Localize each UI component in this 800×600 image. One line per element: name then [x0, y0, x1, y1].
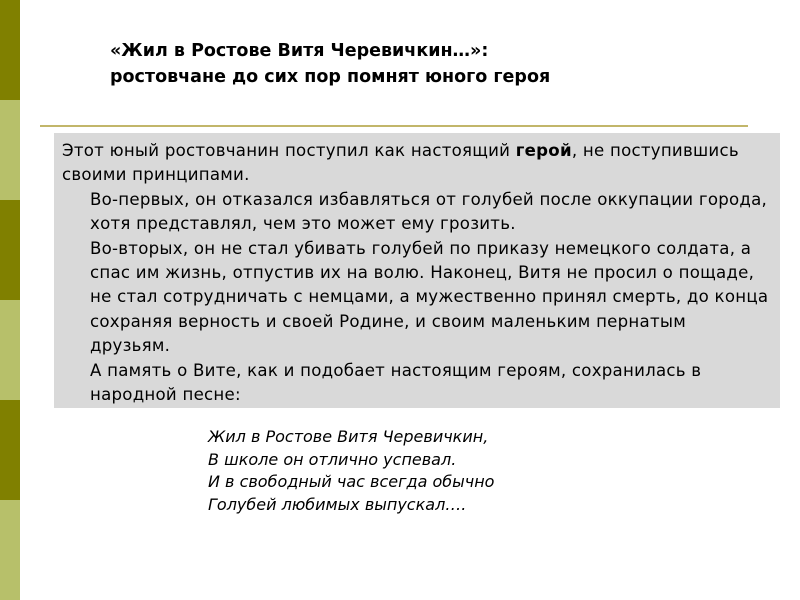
sidebar-segment — [0, 200, 20, 300]
hero-word: герой — [515, 141, 572, 160]
poem-line: В школе он отлично успевал. — [208, 449, 457, 469]
poem-line: Голубей любимых выпускал…. — [208, 494, 467, 514]
slide-title — [110, 38, 750, 90]
sidebar-decoration — [0, 0, 20, 600]
text-box — [54, 133, 780, 408]
paragraph-1-text: Этот юный ростовчанин поступил как настоящий — [62, 141, 516, 160]
poem — [208, 426, 708, 516]
paragraph-1 — [62, 139, 770, 188]
paragraph-1-end: , не поступившись своими принципами. — [62, 141, 739, 185]
sidebar-segment — [0, 100, 20, 200]
title-line-2: ростовчане до сих пор помнят юного героя — [110, 67, 551, 87]
poem-line: И в свободный час всегда обычно — [208, 472, 495, 491]
title-line-1: «Жил в Ростове Витя Черевичкин…»: — [110, 41, 489, 61]
sidebar-segment — [0, 400, 20, 500]
sidebar-segment — [0, 500, 20, 600]
sidebar-segment — [0, 300, 20, 400]
title-divider — [40, 125, 748, 127]
sidebar-segment — [0, 0, 20, 100]
poem-line: Жил в Ростове Витя Черевичкин, — [208, 427, 489, 446]
paragraph-2: Во-первых, он отказался избавляться от голубей после оккупации города, хотя представлял, чем это может ему грозить. — [90, 189, 768, 234]
paragraph-4: А память о Вите, как и подобает настоящим героям, сохранилась в народной песне: — [90, 360, 702, 405]
paragraph-3: Во-вторых, он не стал убивать голубей по приказу немецкого солдата, а спас им жизнь, отпустив их на волю. Наконец, Витя не просил о пощаде, не стал сотрудничать с немцами, а мужественно принял смерть, до конца сохраняя верность и своей Родине, и своим маленьким пернатым друзьям. — [90, 238, 769, 356]
